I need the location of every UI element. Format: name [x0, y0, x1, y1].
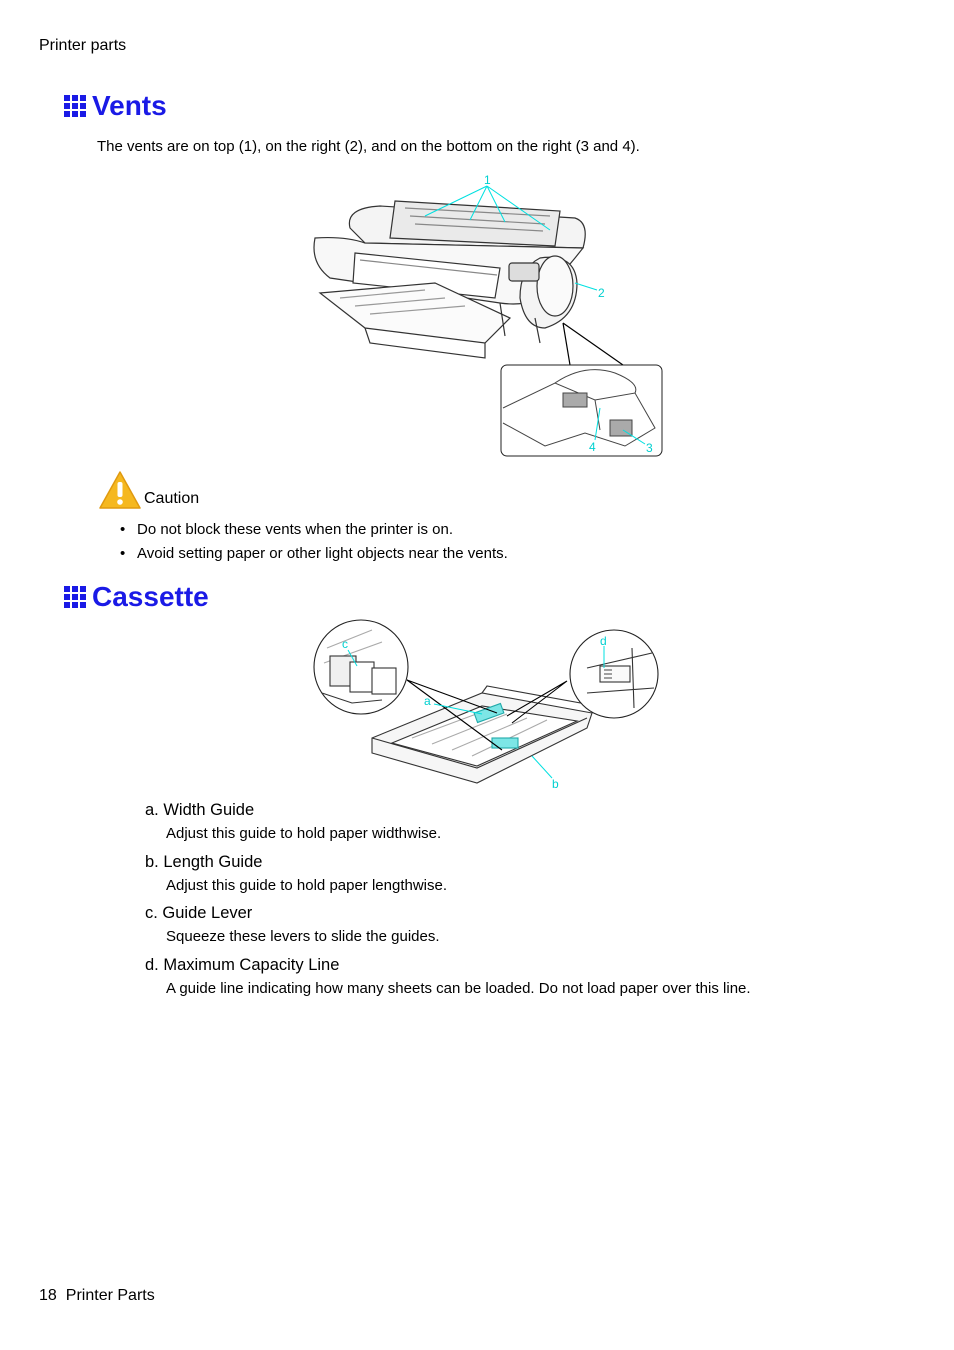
part-name: a. Width Guide	[145, 801, 255, 819]
part-item	[145, 901, 751, 953]
callout-4: 4	[589, 440, 596, 454]
cassette-parts-list	[145, 798, 751, 1004]
part-item	[145, 953, 751, 1005]
caution-list	[120, 520, 508, 568]
section-grid-icon	[64, 95, 86, 117]
warning-icon	[98, 470, 142, 510]
caution-item: • Avoid setting paper or other light objects near the vents.	[120, 544, 508, 568]
caution-item: • Do not block these vents when the printer is on.	[120, 520, 508, 544]
part-desc: Adjust this guide to hold paper lengthwise.	[166, 876, 448, 894]
running-header: Printer parts	[39, 37, 127, 54]
callout-2: 2	[598, 286, 605, 300]
footer-section: Printer Parts	[65, 1287, 155, 1304]
printer-vents-illustration	[305, 168, 665, 460]
caution-label: Caution	[144, 490, 200, 507]
caution-note	[98, 470, 199, 510]
callout-d: d	[600, 634, 607, 648]
part-name: b. Length Guide	[145, 852, 263, 871]
callout-a: a	[424, 694, 431, 708]
part-name: c. Guide Lever	[145, 904, 253, 922]
section-title-cassette	[64, 581, 209, 613]
page-number: 18	[39, 1287, 57, 1304]
page-footer	[39, 1287, 155, 1305]
part-desc: Squeeze these levers to slide the guides.	[166, 928, 440, 945]
part-item	[145, 798, 751, 850]
part-item	[145, 850, 751, 902]
vents-heading: Vents	[92, 90, 167, 121]
section-title-vents	[64, 90, 167, 122]
part-name: d. Maximum Capacity Line	[145, 955, 340, 974]
vents-intro: The vents are on top (1), on the right (2), and on the bottom on the right (3 and 4).	[97, 138, 640, 155]
cassette-illustration	[312, 618, 662, 794]
cassette-heading: Cassette	[92, 581, 209, 612]
part-desc: Adjust this guide to hold paper widthwise.	[166, 825, 442, 842]
callout-1: 1	[484, 173, 491, 187]
callout-c: c	[342, 637, 348, 651]
part-desc: A guide line indicating how many sheets can be loaded. Do not load paper over this line.	[166, 979, 751, 997]
callout-3: 3	[646, 441, 653, 455]
section-grid-icon	[64, 586, 86, 608]
callout-b: b	[552, 777, 559, 791]
